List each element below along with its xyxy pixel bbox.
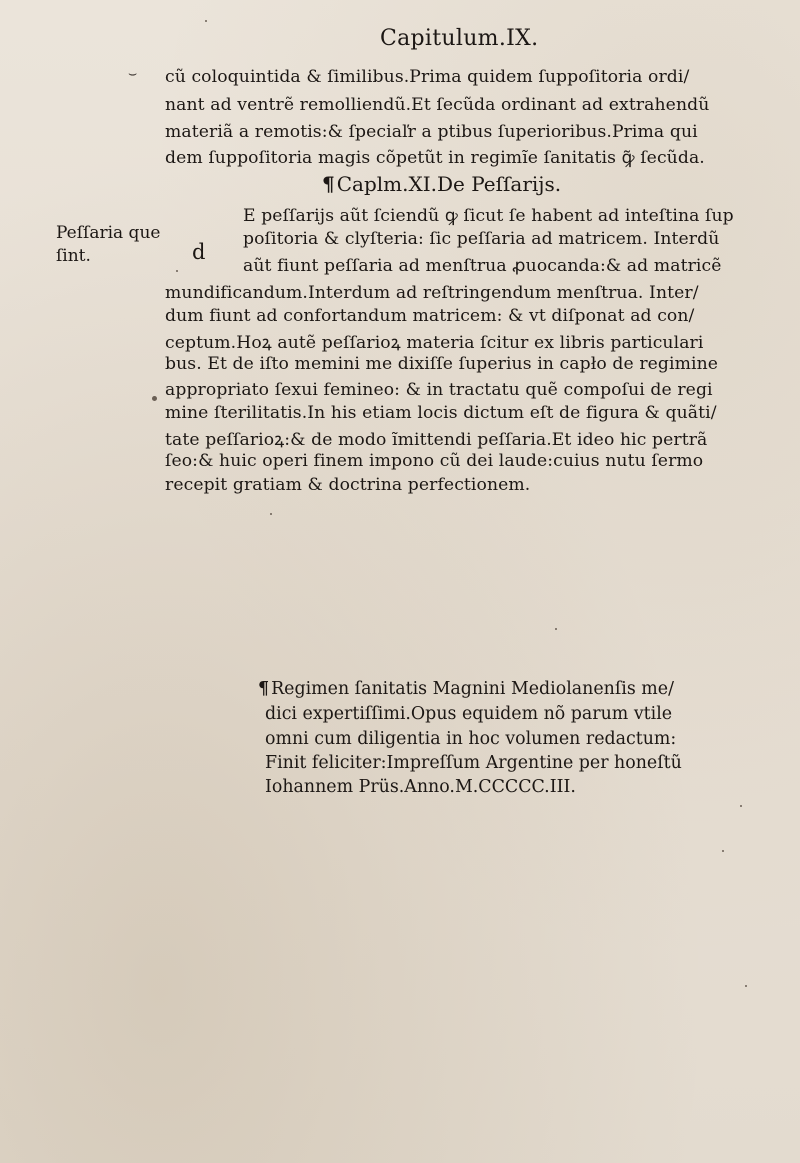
colophon-line [258, 679, 674, 699]
colophon-text: Regimen ſanitatis Magnini Mediolanenſis me/ [271, 679, 674, 699]
ink-mark-icon: ⌣ [128, 66, 138, 82]
colophon-line: Iohannem Prüs.Anno.M.CCCCC.III. [265, 777, 576, 797]
margin-note-line: ſint. [56, 246, 91, 266]
pilcrow-icon: ¶ [258, 679, 270, 699]
chapter-heading [322, 172, 561, 196]
body-line: nant ad ventrẽ remolliendũ.Et ſecũda ordinant ad extrahendũ [165, 95, 710, 115]
ink-speck-icon [270, 513, 272, 515]
body-line: cũ coloquintida & ſimilibus.Prima quidem ſuppoſitoria ordi/ [165, 67, 690, 87]
colophon-line: dici expertiſſimi.Opus equidem nõ parum vtile [265, 704, 673, 724]
pilcrow-icon: ¶ [322, 172, 335, 196]
margin-note-line: Peſſaria que [56, 223, 161, 243]
ink-speck-icon [722, 850, 724, 852]
body-line: E peſſarijs aũt ſciendũ ꝙ ſicut ſe habent ad inteſtina ſup [243, 206, 734, 226]
ink-speck-icon [740, 805, 742, 807]
colophon-line: Finit feliciter:Impreſſum Argentine per honeſtũ [265, 753, 682, 773]
body-line: poſitoria & clyſteria: ſic peſſaria ad matricem. Interdũ [243, 229, 720, 249]
ink-speck-icon [205, 20, 207, 22]
ink-speck-icon [152, 396, 157, 401]
body-line: tate peſſarioꝝ:& de modo ĩmittendi peſſaria.Et ideo hic pertrã [165, 430, 708, 450]
body-line: dum fiunt ad confortandum matricem: & vt diſponat ad con/ [165, 306, 695, 326]
ink-speck-icon [555, 628, 557, 630]
margin-note [56, 222, 176, 268]
body-line: mundificandum.Interdum ad reſtringendum menſtrua. Inter/ [165, 283, 699, 303]
body-line: ceptum.Hoꝝ autẽ peſſarioꝝ materia ſcitur ex libris particulari [165, 333, 704, 353]
chapter-heading-text: Caplm.XI.De Peſſarijs. [336, 172, 562, 196]
guide-letter: d [192, 240, 206, 264]
running-head: Capitulum.IX. [380, 26, 539, 51]
body-line: dem ſuppoſitoria magis cõpetũt in regimĩe ſanitatis ꝙ̃ ſecũda. [165, 148, 705, 168]
body-line: mine ſterilitatis.In his etiam locis dictum eſt de figura & quãti/ [165, 403, 717, 423]
colophon-line: omni cum diligentia in hoc volumen redactum: [265, 729, 677, 749]
body-line: appropriato ſexui femineo: & in tractatu quẽ compoſui de regi [165, 380, 713, 400]
ink-speck-icon [745, 985, 747, 987]
body-line: recepit gratiam & doctrina perfectionem. [165, 475, 531, 495]
body-line: materiã a remotis:& ſpeciaľr a ptibus ſuperioribus.Prima qui [165, 122, 698, 142]
body-line: aũt fiunt peſſaria ad menſtrua ꝓuocanda:& ad matricẽ [243, 256, 722, 276]
body-line: ſeo:& huic operi finem impono cũ dei laude:cuius nutu ſermo [165, 451, 704, 471]
body-line: bus. Et de iſto memini me dixiſſe ſuperius in capło de regimine [165, 354, 719, 374]
ink-speck-icon [176, 270, 178, 272]
